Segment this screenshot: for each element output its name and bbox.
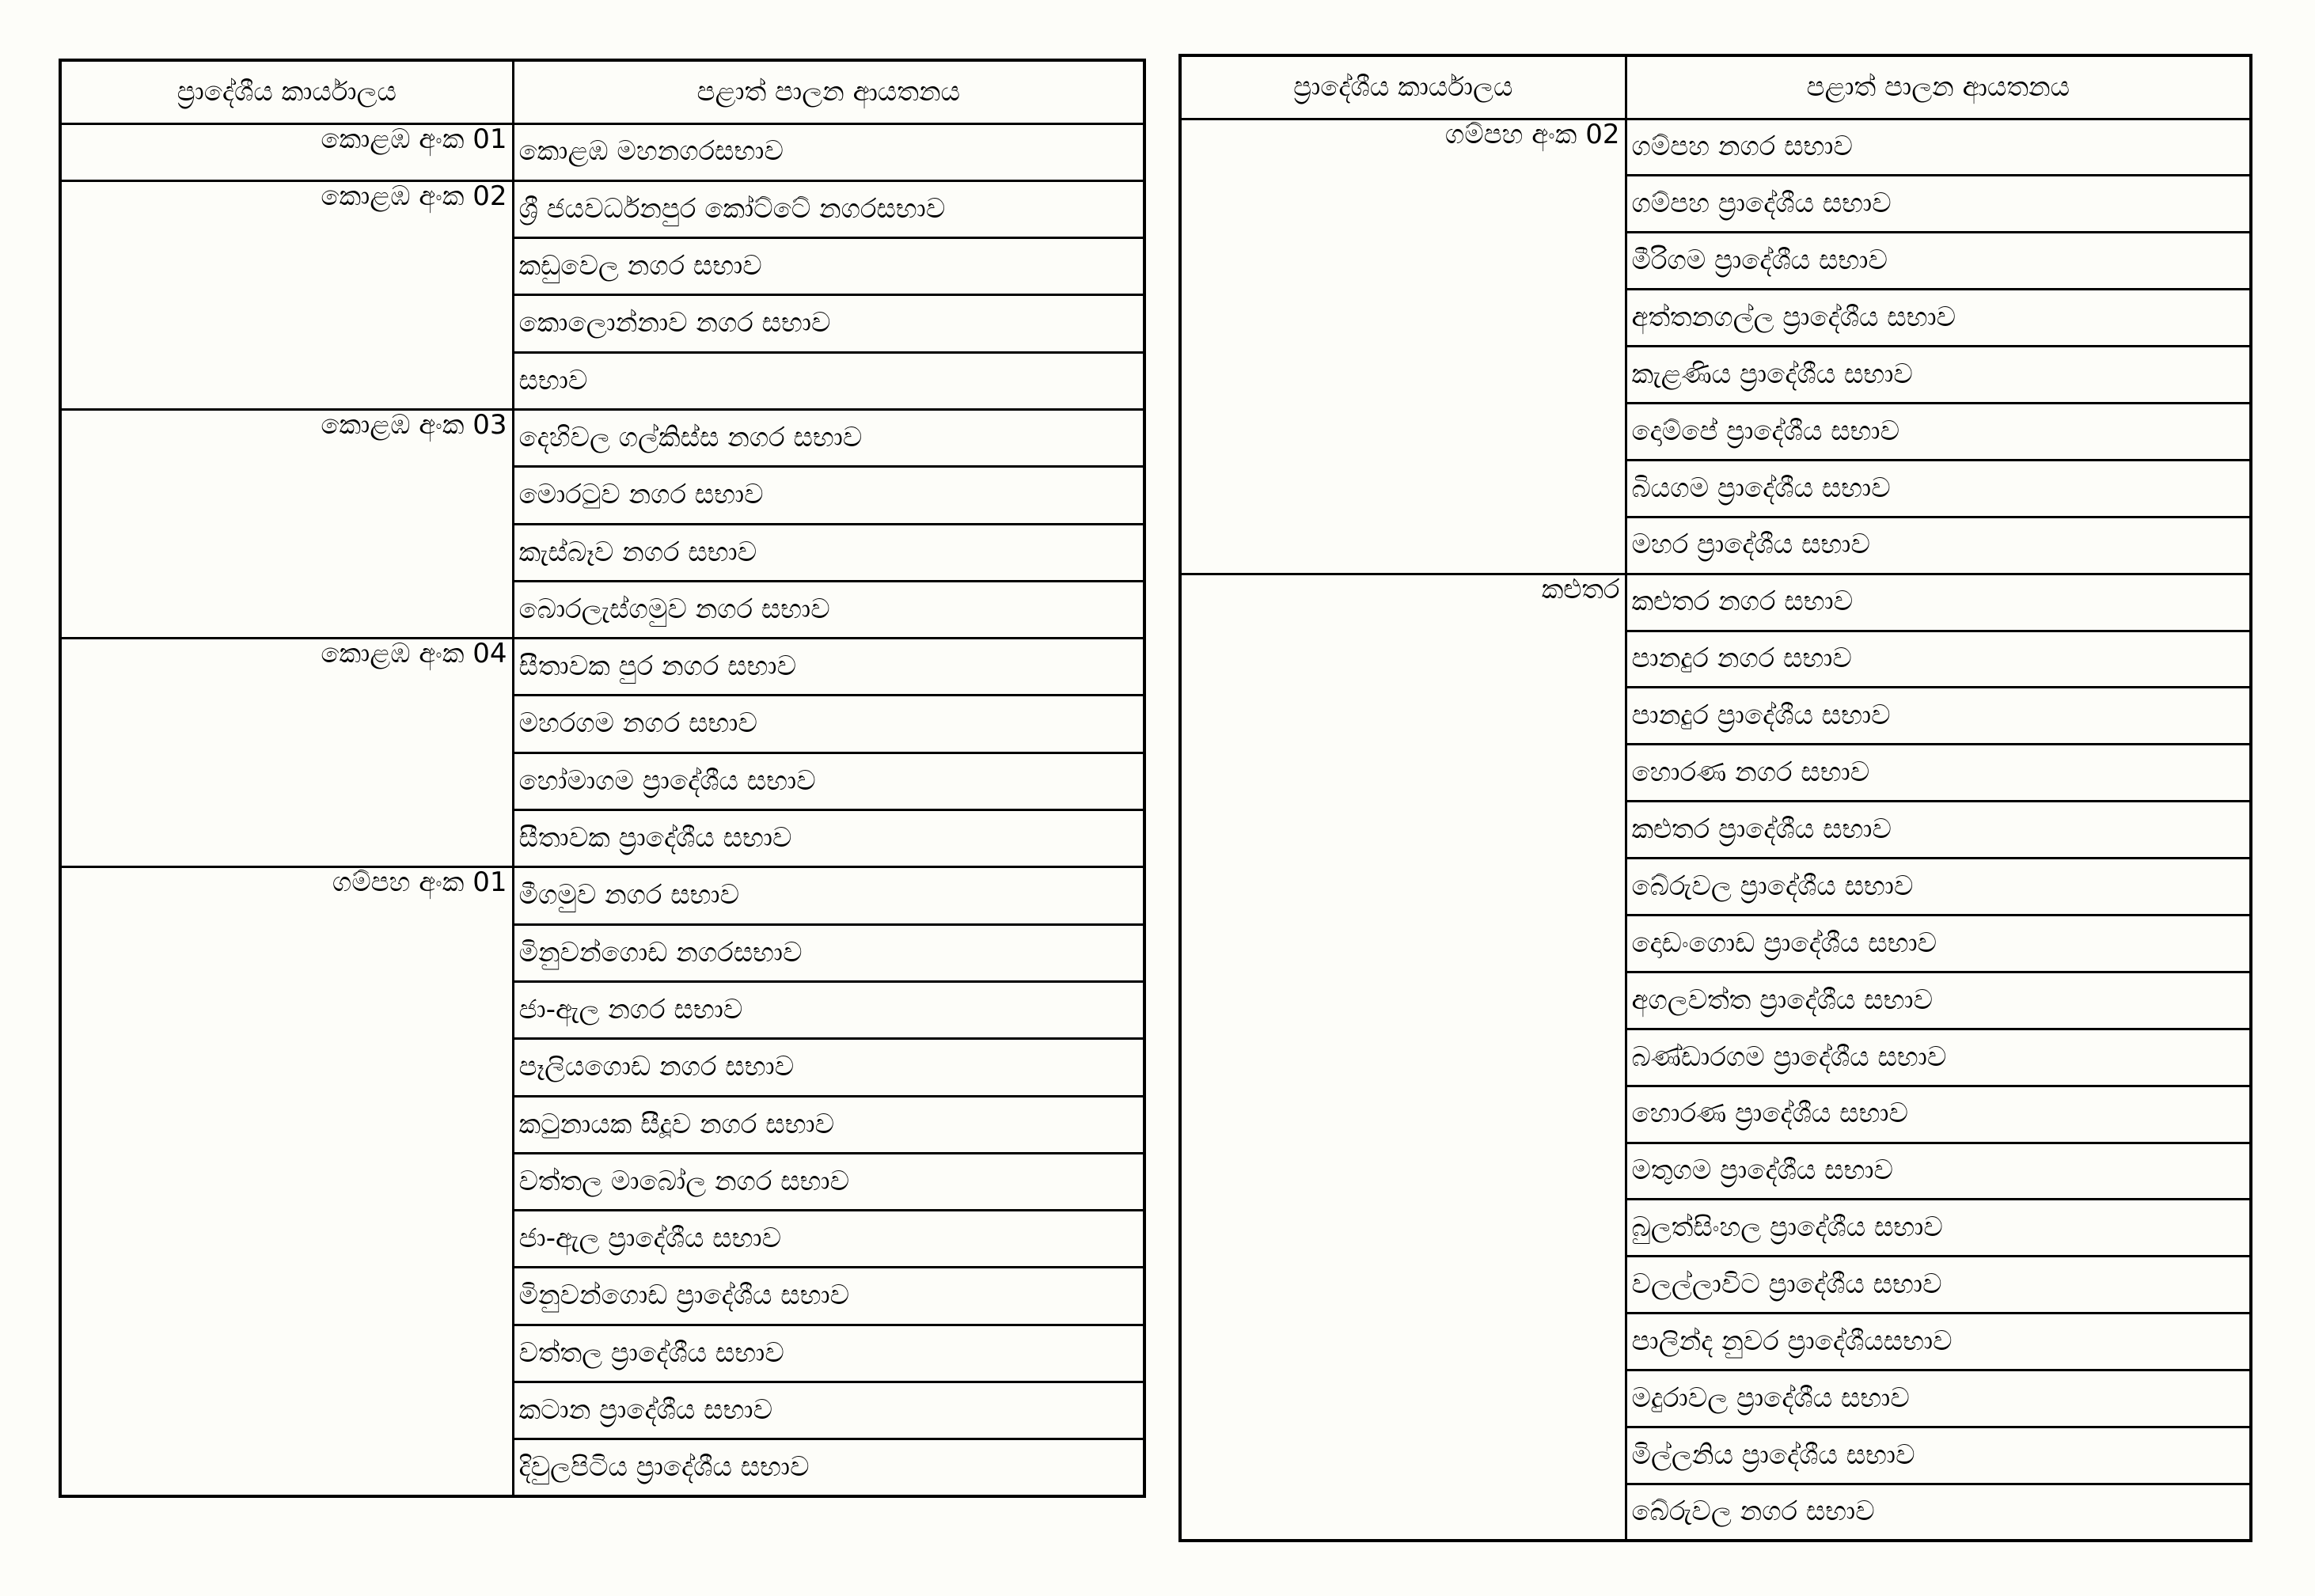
institution-cell: පෑලියගොඩ නගර සභාව	[513, 1039, 1144, 1096]
institution-cell: හෝමාගම ප්‍රාදේශීය සභාව	[513, 753, 1144, 809]
office-cell: ගම්පහ අංක 01	[60, 867, 513, 1496]
institution-cell: හොරණ ප්‍රාදේශීය සභාව	[1626, 1086, 2251, 1143]
institution-cell: දෙහිවල ගල්කිස්ස නගර සභාව	[513, 409, 1144, 466]
table-row	[1180, 574, 2251, 631]
header-row	[60, 60, 1144, 123]
right-table-body	[1180, 119, 2251, 1541]
office-cell: කොළඹ අංක 04	[60, 639, 513, 867]
office-header: ප්‍රාදේශීය කාර්යාලය	[1180, 55, 1626, 119]
institution-header: පළාත් පාලන ආයතනය	[513, 60, 1144, 123]
institution-cell: කොලොන්නාව නගර සභාව	[513, 295, 1144, 352]
institution-cell: පානදුර නගර සභාව	[1626, 631, 2251, 688]
institution-cell: බේරුවල නගර සභාව	[1626, 1484, 2251, 1541]
institution-cell: බේරුවල ප්‍රාදේශීය සභාව	[1626, 859, 2251, 916]
institution-cell: කළුතර නගර සභාව	[1626, 574, 2251, 631]
office-cell: කොළඹ අංක 01	[60, 123, 513, 180]
institution-cell: ජා-ඇල ප්‍රාදේශීය සභාව	[513, 1211, 1144, 1268]
institution-cell: ගම්පහ නගර සභාව	[1626, 119, 2251, 176]
office-cell: ගම්පහ අංක 02	[1180, 119, 1626, 574]
institution-cell: වලල්ලාවිට ප්‍රාදේශීය සභාව	[1626, 1257, 2251, 1314]
table-row	[1180, 119, 2251, 176]
institution-cell: ශ්‍රී ජයවර්ධනපුර කෝට්ටේ නගරසභාව	[513, 180, 1144, 237]
institution-cell: දිවුලපිටිය ප්‍රාදේශීය සභාව	[513, 1439, 1144, 1496]
table-row	[60, 639, 1144, 696]
institution-cell: කළුතර ප්‍රාදේශීය සභාව	[1626, 802, 2251, 859]
table-row	[60, 409, 1144, 466]
institution-cell: මහරගම නගර සභාව	[513, 696, 1144, 753]
institution-cell: මීගමුව නගර සභාව	[513, 867, 1144, 924]
institution-header: පළාත් පාලන ආයතනය	[1626, 55, 2251, 119]
institution-cell: අගලවත්ත ප්‍රාදේශීය සභාව	[1626, 972, 2251, 1029]
institution-cell: මීරිගම ප්‍රාදේශීය සභාව	[1626, 233, 2251, 290]
institution-cell: මිනුවන්ගොඩ ප්‍රාදේශීය සභාව	[513, 1268, 1144, 1325]
institution-cell: සභාව	[513, 352, 1144, 409]
institution-cell: අත්තනගල්ල ප්‍රාදේශීය සභාව	[1626, 290, 2251, 347]
institution-cell: බුලත්සිංහල ප්‍රාදේශීය සභාව	[1626, 1200, 2251, 1257]
institution-cell: පානදුර ප්‍රාදේශීය සභාව	[1626, 688, 2251, 745]
institution-cell: සීතාවක පුර නගර සභාව	[513, 639, 1144, 696]
institution-cell: දොම්පේ ප්‍රාදේශීය සභාව	[1626, 403, 2251, 460]
institution-cell: කඩුවෙල නගර සභාව	[513, 238, 1144, 295]
institution-cell: කැළණිය ප්‍රාදේශීය සභාව	[1626, 347, 2251, 404]
institution-cell: ගම්පහ ප්‍රාදේශීය සභාව	[1626, 176, 2251, 233]
institution-cell: වත්තල මාබෝල නගර සභාව	[513, 1153, 1144, 1210]
institution-cell: කොළඹ මහනගරසභාව	[513, 123, 1144, 180]
institution-cell: මදුරාවල ප්‍රාදේශීය සභාව	[1626, 1370, 2251, 1427]
institution-cell: මිල්ලනිය ප්‍රාදේශීය සභාව	[1626, 1427, 2251, 1484]
institution-cell: දොඩංගොඩ ප්‍රාදේශීය සභාව	[1626, 915, 2251, 972]
institution-cell: මතුගම ප්‍රාදේශීය සභාව	[1626, 1143, 2251, 1200]
institution-cell: බියගම ප්‍රාදේශීය සභාව	[1626, 460, 2251, 517]
institution-cell: කටාන ප්‍රාදේශීය සභාව	[513, 1382, 1144, 1439]
office-cell: කොළඹ අංක 03	[60, 409, 513, 638]
institution-cell: සීතාවක ප්‍රාදේශීය සභාව	[513, 810, 1144, 867]
right-table	[1178, 54, 2252, 1542]
office-cell: කළුතර	[1180, 574, 1626, 1541]
table-row	[60, 123, 1144, 180]
institution-cell: මොරටුව නගර සභාව	[513, 467, 1144, 524]
table-row	[60, 180, 1144, 237]
institution-cell: පාලින්ද නුවර ප්‍රාදේශීයසභාව	[1626, 1314, 2251, 1370]
institution-cell: කැස්බෑව නගර සභාව	[513, 524, 1144, 581]
institution-cell: හොරණ නගර සභාව	[1626, 745, 2251, 802]
header-row	[1180, 55, 2251, 119]
institution-cell: මිනුවන්ගොඩ නගරසභාව	[513, 924, 1144, 981]
institution-cell: බොරලැස්ගමුව නගර සභාව	[513, 581, 1144, 638]
institution-cell: ජා-ඇල නගර සභාව	[513, 981, 1144, 1038]
institution-cell: කටුනායක සීදූව නගර සභාව	[513, 1096, 1144, 1153]
table-row	[60, 867, 1144, 924]
left-table	[59, 59, 1146, 1498]
left-table-body	[60, 123, 1144, 1496]
institution-cell: බණ්ඩාරගම ප්‍රාදේශීය සභාව	[1626, 1029, 2251, 1086]
institution-cell: වත්තල ප්‍රාදේශීය සභාව	[513, 1325, 1144, 1382]
institution-cell: මහර ප්‍රාදේශීය සභාව	[1626, 517, 2251, 574]
office-cell: කොළඹ අංක 02	[60, 180, 513, 409]
office-header: ප්‍රාදේශීය කාර්යාලය	[60, 60, 513, 123]
